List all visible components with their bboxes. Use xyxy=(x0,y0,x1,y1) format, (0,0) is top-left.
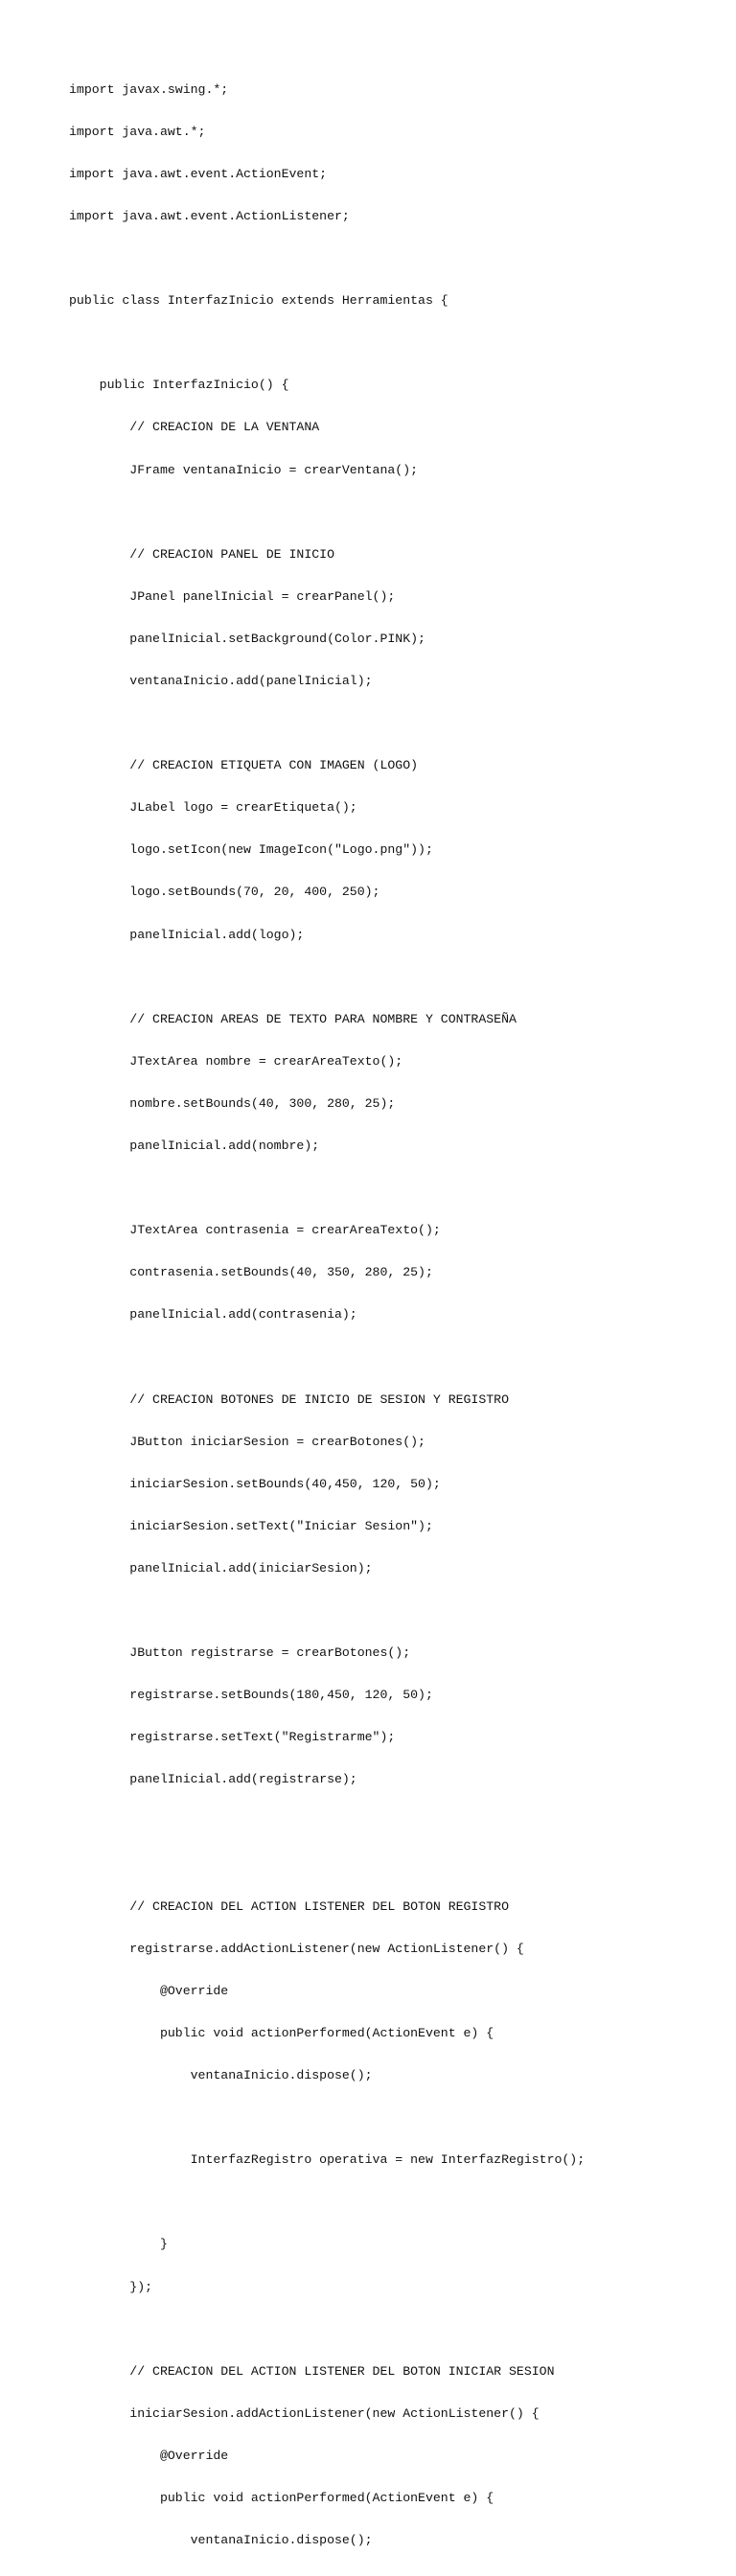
code-line: JPanel panelInicial = crearPanel(); xyxy=(69,588,396,604)
code-line: import javax.swing.*; xyxy=(69,81,229,97)
code-line xyxy=(69,1182,585,1196)
code-line: JTextArea nombre = crearAreaTexto(); xyxy=(69,1053,403,1069)
code-line: public void actionPerformed(ActionEvent e) { xyxy=(69,2026,494,2041)
code-line: JLabel logo = crearEtiqueta(); xyxy=(69,800,357,816)
code-line: JFrame ventanaInicio = crearVentana(); xyxy=(69,462,419,477)
code-line: iniciarSesion.setText("Iniciar Sesion"); xyxy=(69,1518,433,1533)
code-line: logo.setBounds(70, 20, 400, 250); xyxy=(69,885,380,900)
code-line xyxy=(69,252,585,266)
code-block xyxy=(69,69,585,2576)
code-line: panelInicial.add(registrarse); xyxy=(69,1772,357,1787)
code-line: // CREACION BOTONES DE INICIO DE SESION Y REGISTRO xyxy=(69,1392,509,1407)
code-line: @Override xyxy=(69,2448,229,2463)
code-line xyxy=(69,2196,585,2210)
code-line: ventanaInicio.add(panelInicial); xyxy=(69,674,373,689)
code-line: public InterfazInicio() { xyxy=(69,378,289,393)
code-line: public void actionPerformed(ActionEvent e) { xyxy=(69,2491,494,2506)
code-line: InterfazRegistro operativa = new InterfazRegistro(); xyxy=(69,2152,586,2168)
code-line: panelInicial.add(contrasenia); xyxy=(69,1307,357,1322)
code-line: import java.awt.*; xyxy=(69,124,206,139)
code-line: JTextArea contrasenia = crearAreaTexto(); xyxy=(69,1223,441,1238)
code-line: panelInicial.add(nombre); xyxy=(69,1138,320,1154)
code-line: panelInicial.add(iniciarSesion); xyxy=(69,1560,373,1576)
code-line: nombre.setBounds(40, 300, 280, 25); xyxy=(69,1095,396,1111)
code-line xyxy=(69,1351,585,1366)
code-line: // CREACION DE LA VENTANA xyxy=(69,420,320,435)
code-line: JButton iniciarSesion = crearBotones(); xyxy=(69,1434,426,1449)
code-line xyxy=(69,717,585,731)
code-line xyxy=(69,336,585,351)
code-line: iniciarSesion.setBounds(40,450, 120, 50); xyxy=(69,1476,441,1491)
code-line: registrarse.addActionListener(new ActionListener() { xyxy=(69,1941,524,1956)
code-line: // CREACION AREAS DE TEXTO PARA NOMBRE Y CONTRASEÑA xyxy=(69,1011,517,1026)
code-line: }); xyxy=(69,2279,153,2294)
code-line xyxy=(69,1858,585,1873)
code-line: registrarse.setBounds(180,450, 120, 50); xyxy=(69,1688,433,1703)
code-line xyxy=(69,1816,585,1830)
code-line: // CREACION DEL ACTION LISTENER DEL BOTON REGISTRO xyxy=(69,1898,509,1914)
code-line: JButton registrarse = crearBotones(); xyxy=(69,1645,411,1661)
code-line: public class InterfazInicio extends Herramientas { xyxy=(69,293,448,309)
code-line: // CREACION ETIQUETA CON IMAGEN (LOGO) xyxy=(69,758,419,773)
code-line: } xyxy=(69,2237,168,2252)
code-line: // CREACION DEL ACTION LISTENER DEL BOTON INICIAR SESION xyxy=(69,2363,555,2379)
code-line: panelInicial.add(logo); xyxy=(69,927,305,942)
code-line: ventanaInicio.dispose(); xyxy=(69,2533,373,2548)
code-line: ventanaInicio.dispose(); xyxy=(69,2068,373,2083)
code-line: // CREACION PANEL DE INICIO xyxy=(69,546,334,562)
code-line xyxy=(69,2111,585,2126)
code-line: @Override xyxy=(69,1983,229,1998)
code-line xyxy=(69,2323,585,2337)
code-line: registrarse.setText("Registrarme"); xyxy=(69,1730,396,1745)
code-line: iniciarSesion.addActionListener(new ActionListener() { xyxy=(69,2405,540,2421)
code-line: import java.awt.event.ActionEvent; xyxy=(69,166,328,181)
code-line: import java.awt.event.ActionListener; xyxy=(69,208,350,223)
code-line: panelInicial.setBackground(Color.PINK); xyxy=(69,631,426,646)
code-line xyxy=(69,1604,585,1619)
code-line xyxy=(69,506,585,520)
code-line xyxy=(69,971,585,985)
code-line: logo.setIcon(new ImageIcon("Logo.png")); xyxy=(69,842,433,858)
code-line: contrasenia.setBounds(40, 350, 280, 25); xyxy=(69,1265,433,1280)
